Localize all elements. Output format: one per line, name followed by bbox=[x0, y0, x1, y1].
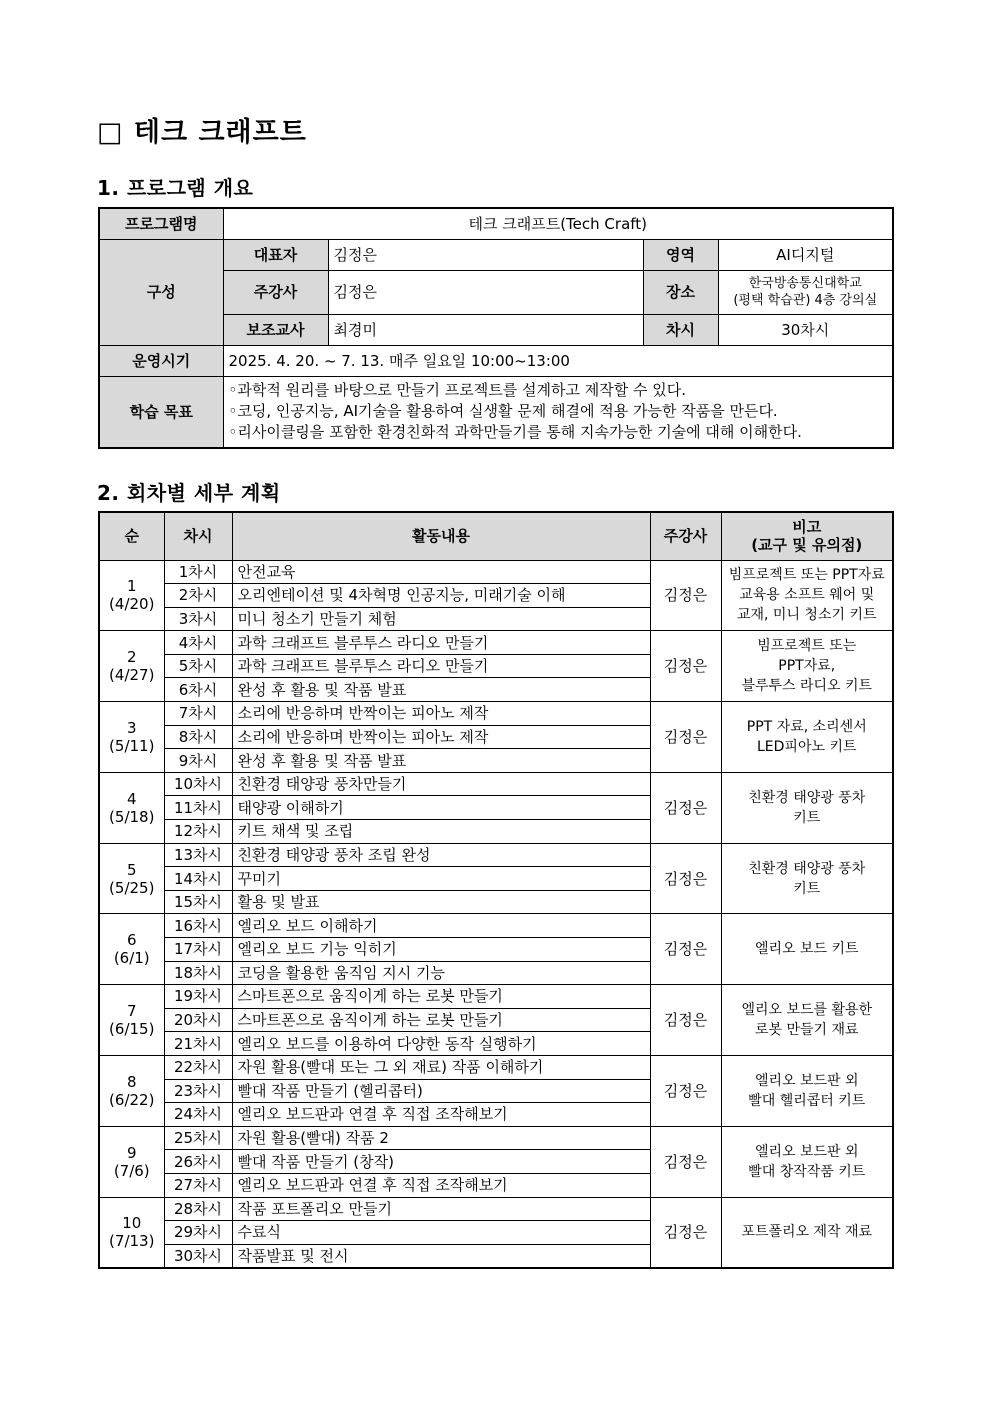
session-cell: 28차시 bbox=[164, 1197, 232, 1221]
goals-value bbox=[223, 376, 893, 448]
week-number: 4 bbox=[126, 789, 137, 808]
note-line: 엘리오 보드판 외 bbox=[754, 1143, 859, 1160]
program-name-label: 프로그램명 bbox=[99, 208, 223, 239]
session-cell: 26차시 bbox=[164, 1150, 232, 1174]
note-cell bbox=[721, 702, 893, 773]
activity-cell: 빨대 작품 만들기 (창작) bbox=[232, 1150, 650, 1174]
table-row bbox=[99, 1055, 893, 1079]
week-number: 10 bbox=[122, 1214, 142, 1233]
session-cell: 23차시 bbox=[164, 1079, 232, 1103]
schedule-body bbox=[99, 560, 893, 1268]
session-cell: 2차시 bbox=[164, 584, 232, 608]
note-cell bbox=[721, 560, 893, 631]
activity-cell: 오리엔테이션 및 4차혁명 인공지능, 미래기술 이해 bbox=[232, 584, 650, 608]
goal-item: ◦과학적 원리를 바탕으로 만들기 프로젝트를 설계하고 제작할 수 있다. bbox=[228, 381, 686, 400]
note-line: 포트폴리오 제작 재료 bbox=[741, 1224, 873, 1241]
area-value: AI디지털 bbox=[718, 239, 893, 270]
note-cell bbox=[721, 772, 893, 843]
week-date: (6/15) bbox=[109, 1020, 155, 1039]
note-cell bbox=[721, 1197, 893, 1268]
week-cell bbox=[99, 914, 164, 985]
activity-cell: 자원 활용(빨대 또는 그 외 재료) 작품 이해하기 bbox=[232, 1055, 650, 1079]
activity-header: 활동내용 bbox=[232, 512, 650, 560]
session-cell: 4차시 bbox=[164, 631, 232, 655]
activity-cell: 빨대 작품 만들기 (헬리콥터) bbox=[232, 1079, 650, 1103]
assistant-value: 최경미 bbox=[328, 314, 643, 345]
session-cell: 19차시 bbox=[164, 985, 232, 1009]
note-line: 빔프로젝트 또는 bbox=[757, 638, 857, 655]
note-header-line2: (교구 및 유의점) bbox=[751, 536, 863, 555]
week-date: (5/25) bbox=[109, 878, 155, 897]
week-number: 1 bbox=[126, 577, 137, 596]
activity-cell: 스마트폰으로 움직이게 하는 로봇 만들기 bbox=[232, 985, 650, 1009]
area-label: 영역 bbox=[643, 239, 718, 270]
activity-cell: 과학 크래프트 블루투스 라디오 만들기 bbox=[232, 654, 650, 678]
sessions-label: 차시 bbox=[643, 314, 718, 345]
place-value bbox=[718, 270, 893, 314]
session-cell: 16차시 bbox=[164, 914, 232, 938]
note-line: 엘리오 보드판 외 bbox=[754, 1072, 859, 1089]
session-cell: 1차시 bbox=[164, 560, 232, 584]
table-row bbox=[99, 1126, 893, 1150]
week-date: (6/22) bbox=[109, 1090, 155, 1109]
note-line: 로봇 만들기 재료 bbox=[754, 1022, 859, 1039]
activity-cell: 작품 포트폴리오 만들기 bbox=[232, 1197, 650, 1221]
place-line2: (평택 학습관) 4층 강의실 bbox=[733, 293, 878, 308]
session-cell: 30차시 bbox=[164, 1244, 232, 1268]
week-number: 6 bbox=[126, 931, 137, 950]
goal-item: ◦리사이클링을 포함한 환경친화적 과학만들기를 통해 지속가능한 기술에 대해 이해한다. bbox=[228, 423, 802, 442]
session-cell: 25차시 bbox=[164, 1126, 232, 1150]
note-header bbox=[721, 512, 893, 560]
note-cell bbox=[721, 1055, 893, 1126]
place-line1: 한국방송통신대학교 bbox=[748, 276, 862, 291]
week-cell bbox=[99, 1055, 164, 1126]
week-cell bbox=[99, 702, 164, 773]
activity-cell: 친환경 태양광 풍차만들기 bbox=[232, 772, 650, 796]
activity-cell: 코딩을 활용한 움직임 지시 기능 bbox=[232, 961, 650, 985]
session-cell: 11차시 bbox=[164, 796, 232, 820]
activity-cell: 소리에 반응하며 반짝이는 피아노 제작 bbox=[232, 702, 650, 726]
session-cell: 9차시 bbox=[164, 749, 232, 773]
activity-cell: 미니 청소기 만들기 체험 bbox=[232, 607, 650, 631]
note-line: LED피아노 키트 bbox=[757, 738, 857, 755]
goal-item: ◦코딩, 인공지능, AI기술을 활용하여 실생활 문제 해결에 적용 가능한 작품을 만든다. bbox=[228, 402, 778, 421]
instructor-cell: 김정은 bbox=[650, 772, 721, 843]
instructor-cell: 김정은 bbox=[650, 631, 721, 702]
note-line: 엘리오 보드 키트 bbox=[754, 941, 859, 958]
note-line: 키트 bbox=[793, 809, 821, 826]
assistant-label: 보조교사 bbox=[223, 314, 328, 345]
activity-cell: 꾸미기 bbox=[232, 867, 650, 891]
note-cell bbox=[721, 1126, 893, 1197]
session-cell: 12차시 bbox=[164, 820, 232, 844]
page-title: □ 테크 크래프트 bbox=[97, 117, 307, 148]
week-number: 9 bbox=[126, 1143, 137, 1162]
session-cell: 24차시 bbox=[164, 1103, 232, 1127]
activity-cell: 엘리오 보드 기능 익히기 bbox=[232, 938, 650, 962]
instructor-header: 주강사 bbox=[650, 512, 721, 560]
note-line: 빨대 헬리콥터 키트 bbox=[748, 1092, 866, 1109]
activity-cell: 자원 활용(빨대) 작품 2 bbox=[232, 1126, 650, 1150]
note-line: 블루투스 라디오 키트 bbox=[741, 678, 873, 695]
activity-cell: 완성 후 활용 및 작품 발표 bbox=[232, 678, 650, 702]
overview-table bbox=[98, 207, 894, 449]
section2-heading: 2. 회차별 세부 계획 bbox=[97, 481, 281, 505]
week-cell bbox=[99, 560, 164, 631]
table-row bbox=[99, 702, 893, 726]
representative-label: 대표자 bbox=[223, 239, 328, 270]
schedule-value: 2025. 4. 20. ~ 7. 13. 매주 일요일 10:00~13:00 bbox=[223, 345, 893, 376]
activity-cell: 안전교육 bbox=[232, 560, 650, 584]
activity-cell: 활용 및 발표 bbox=[232, 890, 650, 914]
week-number: 7 bbox=[126, 1002, 137, 1021]
order-header: 순 bbox=[99, 512, 164, 560]
session-cell: 17차시 bbox=[164, 938, 232, 962]
instructor-cell: 김정은 bbox=[650, 914, 721, 985]
session-cell: 13차시 bbox=[164, 843, 232, 867]
activity-cell: 엘리오 보드판과 연결 후 직접 조작해보기 bbox=[232, 1173, 650, 1197]
session-cell: 22차시 bbox=[164, 1055, 232, 1079]
week-date: (5/11) bbox=[109, 736, 155, 755]
note-line: 교재, 미니 청소기 키트 bbox=[736, 607, 877, 624]
week-cell bbox=[99, 772, 164, 843]
note-header-line1: 비고 bbox=[792, 518, 822, 537]
note-line: 친환경 태양광 풍차 bbox=[748, 860, 866, 877]
activity-cell: 키트 채색 및 조립 bbox=[232, 820, 650, 844]
note-line: 빔프로젝트 또는 PPT자료 bbox=[728, 567, 885, 584]
table-row bbox=[99, 560, 893, 584]
activity-cell: 엘리오 보드를 이용하여 다양한 동작 실행하기 bbox=[232, 1032, 650, 1056]
schedule-label: 운영시기 bbox=[99, 345, 223, 376]
session-cell: 15차시 bbox=[164, 890, 232, 914]
session-cell: 3차시 bbox=[164, 607, 232, 631]
week-cell bbox=[99, 631, 164, 702]
note-cell bbox=[721, 843, 893, 914]
table-row bbox=[99, 985, 893, 1009]
week-number: 5 bbox=[126, 860, 137, 879]
activity-cell: 태양광 이해하기 bbox=[232, 796, 650, 820]
note-line: 친환경 태양광 풍차 bbox=[748, 789, 866, 806]
activity-cell: 작품발표 및 전시 bbox=[232, 1244, 650, 1268]
instructor-cell: 김정은 bbox=[650, 843, 721, 914]
activity-cell: 엘리오 보드판과 연결 후 직접 조작해보기 bbox=[232, 1103, 650, 1127]
table-row bbox=[99, 631, 893, 655]
activity-cell: 완성 후 활용 및 작품 발표 bbox=[232, 749, 650, 773]
week-date: (7/13) bbox=[109, 1232, 155, 1251]
session-cell: 6차시 bbox=[164, 678, 232, 702]
week-cell bbox=[99, 1197, 164, 1268]
session-cell: 10차시 bbox=[164, 772, 232, 796]
instructor-cell: 김정은 bbox=[650, 1126, 721, 1197]
activity-cell: 수료식 bbox=[232, 1221, 650, 1245]
table-row bbox=[99, 843, 893, 867]
session-cell: 5차시 bbox=[164, 654, 232, 678]
note-line: 엘리오 보드를 활용한 bbox=[741, 1002, 873, 1019]
section1-heading: 1. 프로그램 개요 bbox=[97, 176, 254, 200]
schedule-table bbox=[98, 511, 894, 1269]
week-number: 2 bbox=[126, 648, 137, 667]
place-label: 장소 bbox=[643, 270, 718, 314]
week-number: 8 bbox=[126, 1072, 137, 1091]
composition-label: 구성 bbox=[99, 239, 223, 345]
session-cell: 7차시 bbox=[164, 702, 232, 726]
program-name-value: 테크 크래프트(Tech Craft) bbox=[223, 208, 893, 239]
session-cell: 14차시 bbox=[164, 867, 232, 891]
note-line: PPT자료, bbox=[778, 658, 836, 675]
session-header: 차시 bbox=[164, 512, 232, 560]
instructor-cell: 김정은 bbox=[650, 1055, 721, 1126]
session-cell: 8차시 bbox=[164, 725, 232, 749]
representative-value: 김정은 bbox=[328, 239, 643, 270]
instructor-cell: 김정은 bbox=[650, 702, 721, 773]
session-cell: 21차시 bbox=[164, 1032, 232, 1056]
note-cell bbox=[721, 985, 893, 1056]
session-cell: 18차시 bbox=[164, 961, 232, 985]
instructor-cell: 김정은 bbox=[650, 985, 721, 1056]
activity-cell: 친환경 태양광 풍차 조립 완성 bbox=[232, 843, 650, 867]
activity-cell: 과학 크래프트 블루투스 라디오 만들기 bbox=[232, 631, 650, 655]
week-date: (5/18) bbox=[109, 807, 155, 826]
note-line: PPT 자료, 소리센서 bbox=[746, 718, 867, 735]
table-row bbox=[99, 772, 893, 796]
note-line: 교육용 소프트 웨어 및 bbox=[739, 587, 875, 604]
week-cell bbox=[99, 985, 164, 1056]
table-row bbox=[99, 1197, 893, 1221]
session-cell: 27차시 bbox=[164, 1173, 232, 1197]
week-cell bbox=[99, 1126, 164, 1197]
note-line: 키트 bbox=[793, 880, 821, 897]
week-cell bbox=[99, 843, 164, 914]
instructor-cell: 김정은 bbox=[650, 1197, 721, 1268]
instructor-cell: 김정은 bbox=[650, 560, 721, 631]
week-number: 3 bbox=[126, 718, 137, 737]
table-row bbox=[99, 914, 893, 938]
note-cell bbox=[721, 631, 893, 702]
note-cell bbox=[721, 914, 893, 985]
week-date: (7/6) bbox=[113, 1161, 150, 1180]
goals-label: 학습 목표 bbox=[99, 376, 223, 448]
main-instructor-label: 주강사 bbox=[223, 270, 328, 314]
week-date: (4/27) bbox=[109, 666, 155, 685]
week-date: (4/20) bbox=[109, 595, 155, 614]
sessions-value: 30차시 bbox=[718, 314, 893, 345]
main-instructor-value: 김정은 bbox=[328, 270, 643, 314]
activity-cell: 소리에 반응하며 반짝이는 피아노 제작 bbox=[232, 725, 650, 749]
activity-cell: 스마트폰으로 움직이게 하는 로봇 만들기 bbox=[232, 1008, 650, 1032]
note-line: 빨대 창작작품 키트 bbox=[748, 1163, 866, 1180]
activity-cell: 엘리오 보드 이해하기 bbox=[232, 914, 650, 938]
session-cell: 29차시 bbox=[164, 1221, 232, 1245]
session-cell: 20차시 bbox=[164, 1008, 232, 1032]
week-date: (6/1) bbox=[113, 949, 150, 968]
